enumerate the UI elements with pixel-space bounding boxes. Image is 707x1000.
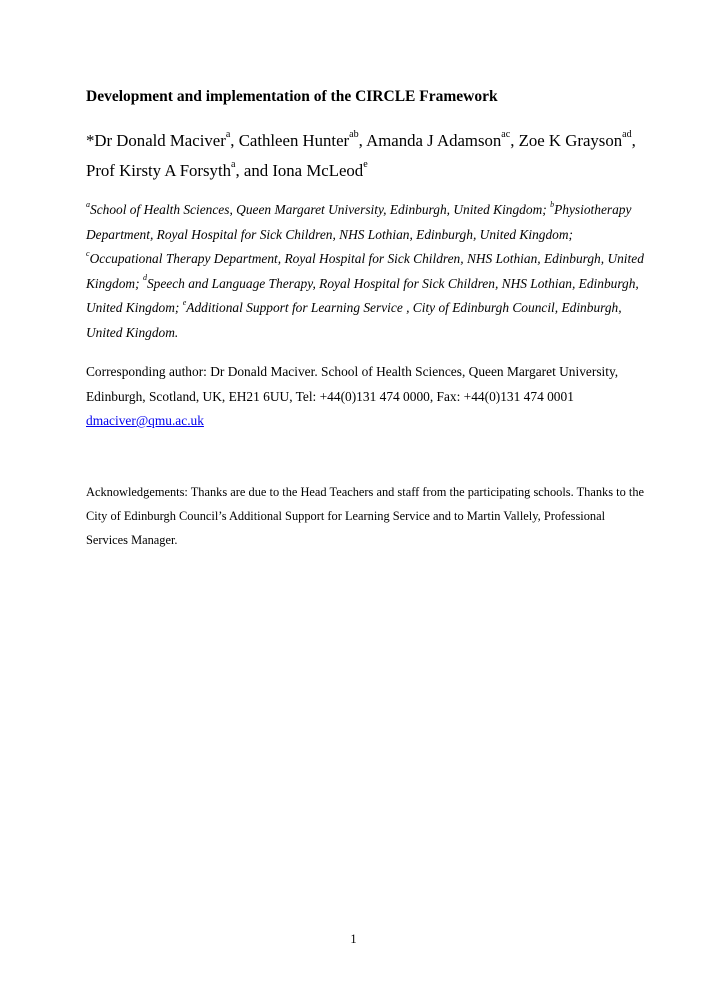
author-list bbox=[86, 126, 646, 186]
author-separator: , bbox=[510, 131, 519, 150]
affiliation-text: School of Health Sciences, Queen Margaret University, Edinburgh, United Kingdom; bbox=[90, 202, 547, 217]
affiliation-mark: c bbox=[86, 248, 90, 258]
author-name: Iona McLeod bbox=[272, 161, 364, 180]
corresponding-text: Corresponding author: Dr Donald Maciver. School of Health Sciences, Queen Margaret University, Edinburgh, Scotland, UK, EH21 6UU, Tel: +44(0)131 474 0000, Fax: +44(0)131 474 0001 bbox=[86, 364, 619, 404]
page-number: 1 bbox=[350, 932, 357, 946]
affiliation-mark: a bbox=[86, 199, 91, 209]
affiliation-text: Physiotherapy Department, Royal Hospital for Sick Children, NHS Lothian, Edinburgh, United Kingdom; bbox=[86, 202, 632, 242]
affiliation-text: Additional Support for Learning Service , City of Edinburgh Council, Edinburgh, United Kingdom. bbox=[86, 300, 622, 340]
affiliation-text: Speech and Language Therapy, Royal Hospital for Sick Children, NHS Lothian, Edinburgh, United Kingdom; bbox=[86, 275, 639, 315]
affiliation-mark: b bbox=[550, 199, 555, 209]
author-separator: , and bbox=[235, 161, 273, 180]
author-name: Dr Donald Maciver bbox=[94, 131, 226, 150]
author-name: Zoe K Grayson bbox=[518, 131, 623, 150]
author-name: Prof Kirsty A Forsyth bbox=[86, 161, 231, 180]
author-name: Amanda J Adamson bbox=[366, 131, 502, 150]
email-link[interactable]: dmaciver@qmu.ac.uk bbox=[86, 413, 204, 428]
author-separator: , bbox=[230, 131, 239, 150]
affiliation-mark: e bbox=[182, 297, 187, 307]
acknowledgements: Acknowledgements: Thanks are due to the Head Teachers and staff from the participating schools. Thanks to the City of Edinburgh Council’s Additional Support for Learning Service and to Martin Vallely, Professional Services Manager. bbox=[86, 485, 645, 547]
author-affiliation-mark: a bbox=[231, 159, 236, 171]
corresponding-author bbox=[86, 360, 646, 434]
author-affiliation-mark: ac bbox=[501, 129, 511, 141]
author-affiliation-mark: a bbox=[225, 129, 231, 141]
author-affiliation-mark: ab bbox=[349, 129, 359, 141]
author-affiliation-mark: ad bbox=[622, 129, 632, 141]
paper-title: Development and implementation of the CIRCLE Framework bbox=[86, 88, 498, 105]
author-name: Cathleen Hunter bbox=[238, 131, 350, 150]
affiliation-mark: d bbox=[142, 273, 147, 283]
author-separator: , bbox=[631, 131, 636, 150]
author-separator: , bbox=[358, 131, 367, 150]
author-prefix: * bbox=[86, 131, 95, 150]
affiliation-list bbox=[86, 198, 646, 345]
author-affiliation-mark: e bbox=[363, 159, 368, 171]
affiliation-text: Occupational Therapy Department, Royal Hospital for Sick Children, NHS Lothian, Edinburgh, United Kingdom; bbox=[86, 251, 644, 291]
